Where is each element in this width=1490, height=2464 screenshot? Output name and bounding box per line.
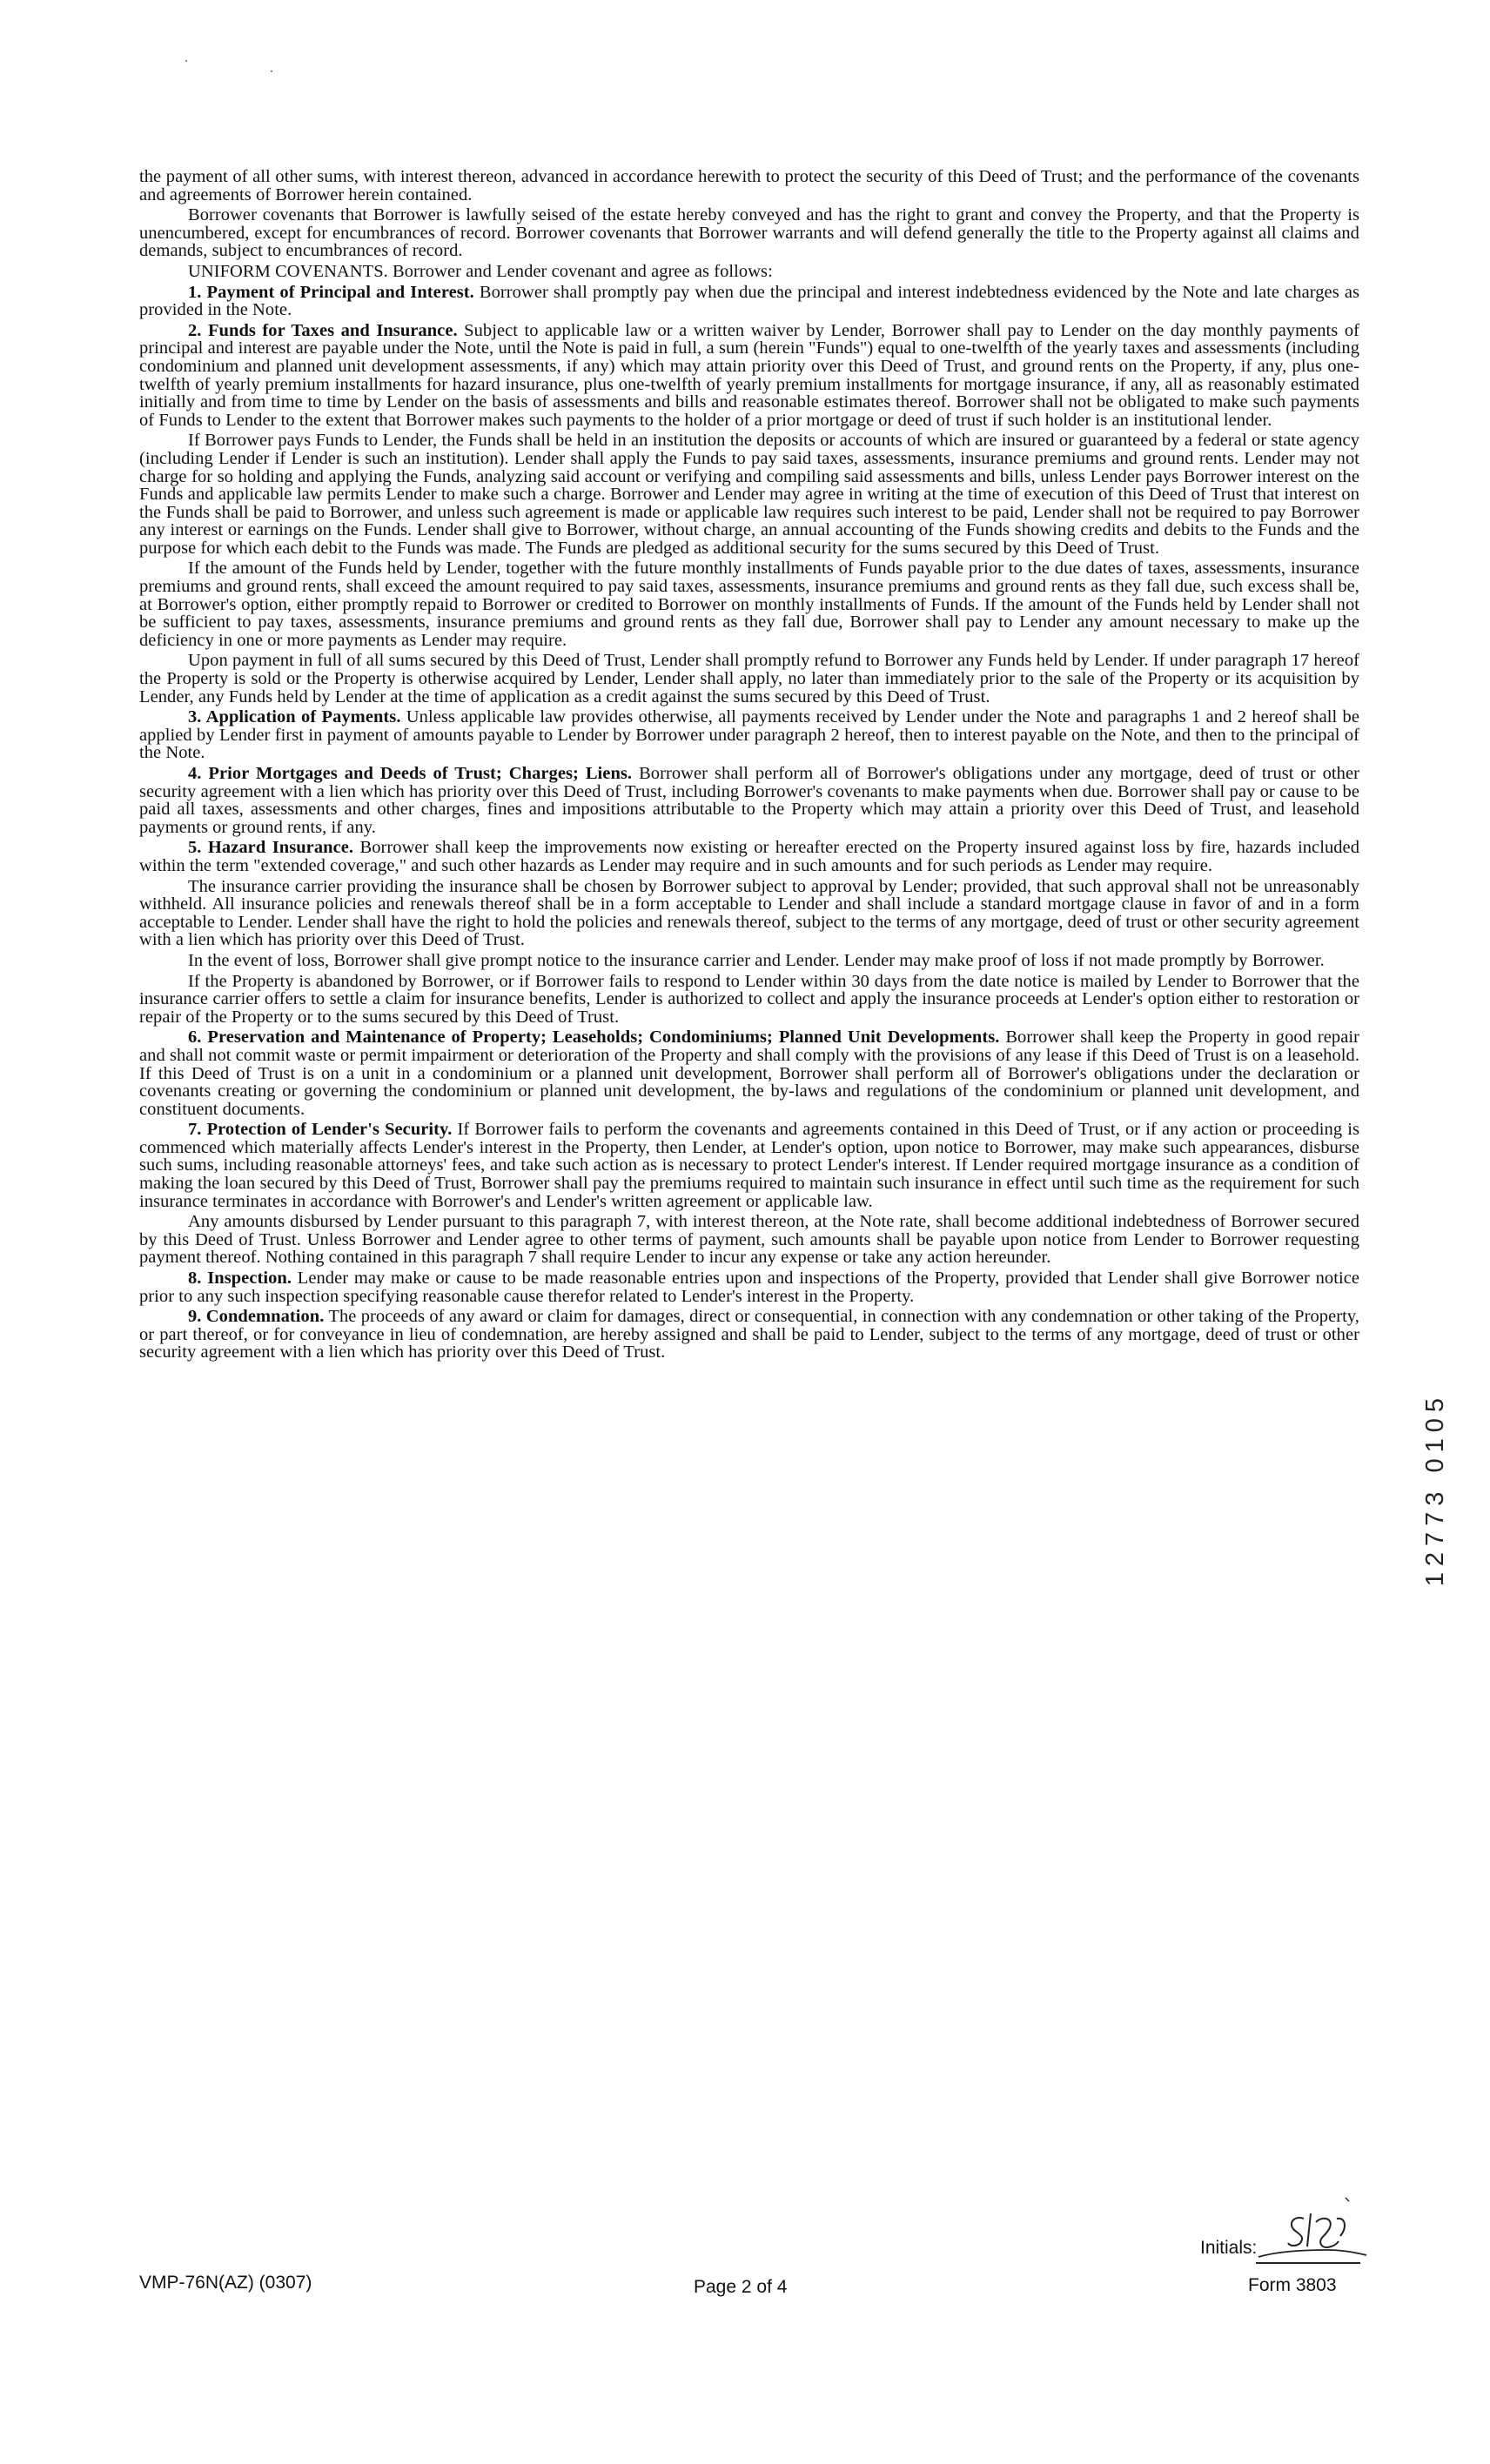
paragraph <box>139 973 1359 1027</box>
paragraph-heading: 7. Protection of Lender's Security. <box>188 1120 453 1140</box>
paragraph <box>139 1028 1359 1118</box>
paragraph-text: If Borrower pays Funds to Lender, the Funds shall be held in an institution the deposits or accounts of which are insured or guaranteed by a federal or state agency (including Lender if Lender is such an institution). Lender shall apply the Funds to pay said taxes, assessments, insurance premiums and ground rents. Lender may not charge for so holding and applying the Funds, analyzing said account or verifying and compiling said assessments and bills, unless Lender pays Borrower interest on the Funds and applicable law permits Lender to make such a charge. Borrower and Lender may agree in writing at the time of execution of this Deed of Trust that interest on the Funds shall be paid to Borrower, and unless such agreement is made or applicable law requires such interest to be paid, Lender shall not be required to pay Borrower any interest or earnings on the Funds. Lender shall give to Borrower, without charge, an annual accounting of the Funds showing credits and debits to the Funds and the purpose for which each debit to the Funds was made. The Funds are pledged as additional security for the sums secured by this Deed of Trust. <box>139 431 1359 558</box>
paragraph <box>139 839 1359 874</box>
paragraph-text: Upon payment in full of all sums secured by this Deed of Trust, Lender shall promptly refund to Borrower any Funds held by Lender. If under paragraph 17 hereof the Property is sold or the Property is otherwise acquired by Lender, Lender shall apply, no later than immediately prior to the sale of the Property or its acquisition by Lender, any Funds held by Lender at the time of application as a credit against the sums secured by this Deed of Trust. <box>139 651 1359 706</box>
paragraph <box>139 1121 1359 1210</box>
paragraph <box>139 168 1359 204</box>
paragraph-text: If the amount of the Funds held by Lender, together with the future monthly installments of Funds payable prior to the due dates of taxes, assessments, insurance premiums and ground rents, shall exceed the amount required to pay said taxes, assessments, insurance premiums and ground rents as they fall due, such excess shall be, at Borrower's option, either promptly repaid to Borrower or credited to Borrower on monthly installments of Funds. If the amount of the Funds held by Lender shall not be sufficient to pay taxes, assessments, insurance premiums and ground rents as they fall due, Borrower shall pay to Lender any amount necessary to make up the deficiency in one or more payments as Lender may require. <box>139 559 1359 650</box>
paragraph-text: Borrower shall keep the Property in good repair and shall not commit waste or permit impairment or deterioration of the Property and shall comply with the provisions of any lease if this Deed of Trust is on a leasehold. If this Deed of Trust is on a unit in a condominium or a planned unit development, Borrower shall perform all of Borrower's obligations under the declaration or covenants creating or governing the condominium or planned unit development, the by-laws and regulations of the condominium or planned unit development, and constituent documents. <box>139 1028 1359 1119</box>
paragraph-text: Borrower covenants that Borrower is lawfully seised of the estate hereby conveyed and has the right to grant and convey the Property, and that the Property is unencumbered, except for encumbrances of record. Borrower covenants that Borrower warrants and will defend generally the title to the Property against all claims and demands, subject to encumbrances of record. <box>139 205 1359 261</box>
paragraph <box>139 765 1359 836</box>
paragraph-text: Borrower shall perform all of Borrower's obligations under any mortgage, deed of trust or other security agreement with a lien which has priority over this Deed of Trust, including Borrower's covenants to make payments when due. Borrower shall pay or cause to be paid all taxes, assessments and other charges, fines and impositions attributable to the Property which may attain a priority over this Deed of Trust, and leasehold payments or ground rents, if any. <box>139 764 1359 837</box>
paragraph <box>139 1213 1359 1267</box>
paragraph-text: Unless applicable law provides otherwise, all payments received by Lender under the Note and paragraphs 1 and 2 hereof shall be applied by Lender first in payment of amounts payable to Lender by Borrower under paragraph 2 hereof, then to interest payable on the Note, and then to the principal of the Note. <box>139 707 1360 763</box>
paragraph-text: the payment of all other sums, with interest thereon, advanced in accordance herewith to protect the security of this Deed of Trust; and the performance of the covenants and agreements of Borrower herein contained. <box>139 167 1359 204</box>
scan-specks <box>174 52 279 78</box>
initials-line <box>1256 2262 1360 2264</box>
paragraph-heading: 4. Prior Mortgages and Deeds of Trust; Charges; Liens. <box>188 764 633 783</box>
form-number: Form 3803 <box>1248 2275 1337 2295</box>
paragraph-text: Lender may make or cause to be made reasonable entries upon and inspections of the Property, provided that Lender shall give Borrower notice prior to any such inspection specifying reasonable cause therefor related to Lender's interest in the Property. <box>139 1269 1359 1306</box>
paragraph <box>139 952 1359 970</box>
paragraph-text: Borrower shall keep the improvements now existing or hereafter erected on the Property insured against loss by fire, hazards included within the term "extended coverage," and such other hazards as Lender may require and in such amounts and for such periods as Lender may require. <box>139 838 1359 875</box>
paragraph <box>139 559 1359 649</box>
recording-number-stamp: 12773 0105 <box>1421 1392 1449 1587</box>
initials-label: Initials: <box>1200 2238 1258 2258</box>
paragraph-heading: 3. Application of Payments. <box>188 707 401 727</box>
paragraph-heading: 5. Hazard Insurance. <box>188 838 354 858</box>
paragraph <box>139 284 1359 319</box>
paragraph-text: Subject to applicable law or a written waiver by Lender, Borrower shall pay to Lender on the day monthly payments of principal and interest are payable under the Note, until the Note is paid in full, a sum (herein "Funds") equal to one-twelfth of the yearly taxes and assessments (including condominium and planned unit development assessments, if any) which may attain priority over this Deed of Trust, and ground rents on the Property, if any, plus one-twelfth of yearly premium installments for hazard insurance, plus one-twelfth of yearly premium installments for mortgage insurance, if any, all as reasonably estimated initially and from time to time by Lender on the basis of assessments and bills and reasonable estimates thereof. Borrower shall not be obligated to make such payments of Funds to Lender to the extent that Borrower makes such payments to the holder of a prior mortgage or deed of trust if such holder is an institutional lender. <box>139 320 1359 430</box>
paragraph-text: The insurance carrier providing the insurance shall be chosen by Borrower subject to approval by Lender; provided, that such approval shall not be unreasonably withheld. All insurance policies and renewals thereof shall be in a form acceptable to Lender and shall include a standard mortgage clause in favor of and in a form acceptable to Lender. Lender shall have the right to hold the policies and renewals thereof, subject to the terms of any mortgage, deed of trust or other security agreement with a lien which has priority over this Deed of Trust. <box>139 876 1359 950</box>
paragraph <box>139 322 1359 430</box>
paragraph-text: The proceeds of any award or claim for damages, direct or consequential, in connection with any condemnation or other taking of the Property, or part thereof, or for conveyance in lieu of condemnation, are hereby assigned and shall be paid to Lender, subject to the terms of any mortgage, deed of trust or other security agreement with a lien which has priority over this Deed of Trust. <box>139 1307 1359 1363</box>
paragraph-heading: 6. Preservation and Maintenance of Property; Leaseholds; Condominiums; Planned Unit Developments. <box>188 1028 1000 1048</box>
paragraph <box>139 432 1359 557</box>
paragraph <box>139 708 1359 762</box>
paragraph-text: If Borrower fails to perform the covenants and agreements contained in this Deed of Trust, or if any action or proceeding is commenced which materially affects Lender's interest in the Property, then Lender, at Lender's option, upon notice to Borrower, may make such appearances, disburse such sums, including reasonable attorneys' fees, and take such action as is necessary to protect Lender's interest. If Lender required mortgage insurance as a condition of making the loan secured by this Deed of Trust, Borrower shall pay the premiums required to maintain such insurance in effect until such time as the requirement for such insurance terminates in accordance with Borrower's and Lender's written agreement or applicable law. <box>139 1120 1359 1211</box>
paragraph <box>139 878 1359 949</box>
deed-of-trust-body <box>139 168 1359 1364</box>
paragraph <box>139 652 1359 706</box>
paragraph-text: Any amounts disbursed by Lender pursuant to this paragraph 7, with interest thereon, at the Note rate, shall become additional indebtedness of Borrower secured by this Deed of Trust. Unless Borrower and Lender agree to other terms of payment, such amounts shall be payable upon notice from Lender to Borrower requesting payment thereof. Nothing contained in this paragraph 7 shall require Lender to incur any expense or take any action hereunder. <box>139 1212 1359 1268</box>
paragraph-heading: 9. Condemnation. <box>188 1307 325 1327</box>
page-number: Page 2 of 4 <box>694 2277 788 2297</box>
paragraph-text: In the event of loss, Borrower shall give prompt notice to the insurance carrier and Lender. Lender may make proof of loss if not made promptly by Borrower. <box>188 950 1325 970</box>
paragraph-text: If the Property is abandoned by Borrower, or if Borrower fails to respond to Lender within 30 days from the date notice is mailed by Lender to Borrower that the insurance carrier offers to settle a claim for insurance benefits, Lender is authorized to collect and apply the insurance proceeds at Lender's option either to restoration or repair of the Property or to the sums secured by this Deed of Trust. <box>139 971 1359 1027</box>
paragraph <box>139 1269 1359 1305</box>
paragraph-heading: 1. Payment of Principal and Interest. <box>188 282 474 302</box>
paragraph-text: UNIFORM COVENANTS. Borrower and Lender covenant and agree as follows: <box>188 261 773 281</box>
form-code: VMP-76N(AZ) (0307) <box>139 2273 312 2293</box>
initials-signature <box>1250 2193 1372 2271</box>
paragraph-heading: 2. Funds for Taxes and Insurance. <box>188 320 458 340</box>
paragraph-heading: 8. Inspection. <box>188 1269 292 1289</box>
paragraph <box>139 206 1359 260</box>
paragraph-text: Borrower shall promptly pay when due the principal and interest indebtedness evidenced by the Note and late charges as provided in the Note. <box>139 282 1359 320</box>
paragraph <box>139 263 1359 281</box>
paragraph <box>139 1308 1359 1362</box>
